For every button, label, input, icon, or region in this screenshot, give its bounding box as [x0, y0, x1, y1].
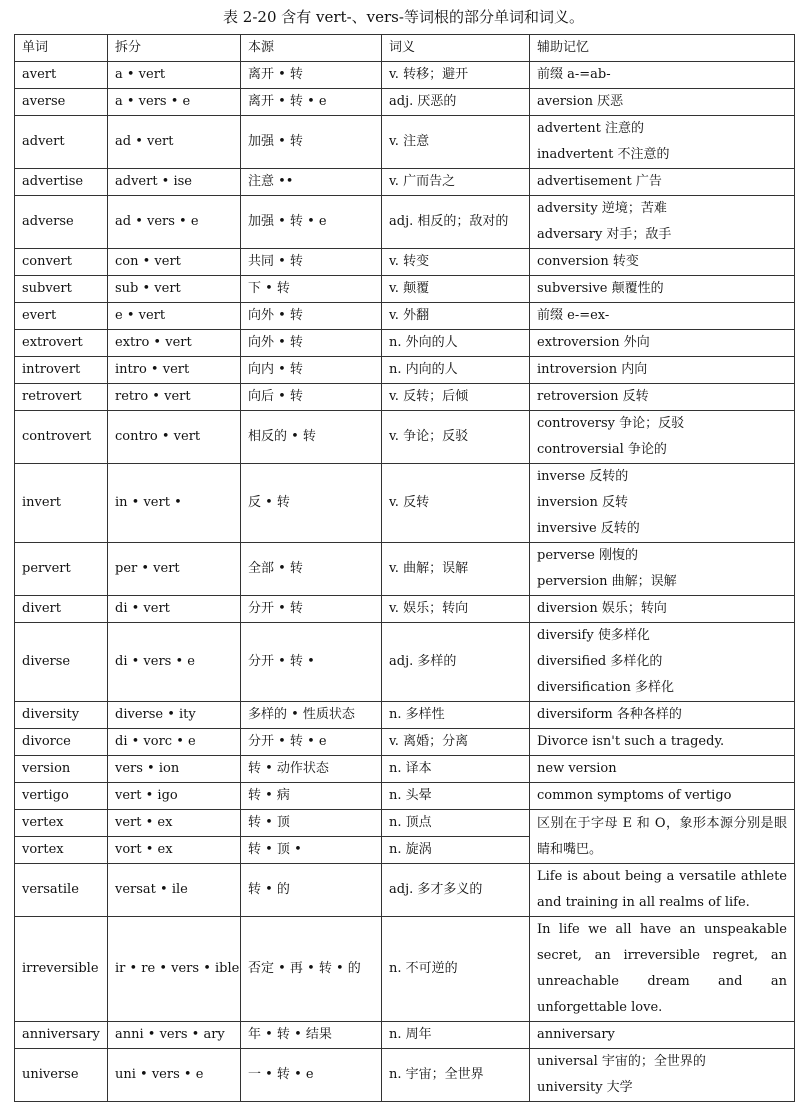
cell-word: diversity	[15, 702, 108, 729]
cell-parts: versat • ile	[108, 864, 241, 917]
cell-memory	[530, 1022, 795, 1049]
header-memory: 辅助记忆	[530, 35, 795, 62]
memory-line: introversion 内向	[537, 362, 648, 377]
cell-meaning: v. 曲解；误解	[382, 543, 530, 596]
cell-word: controvert	[15, 411, 108, 464]
cell-origin: 分开 • 转 • e	[241, 729, 382, 756]
table-row	[15, 543, 795, 596]
cell-origin: 加强 • 转	[241, 116, 382, 169]
cell-word: advert	[15, 116, 108, 169]
cell-meaning: v. 反转	[382, 464, 530, 543]
cell-meaning: v. 颠覆	[382, 276, 530, 303]
memory-line: inverse 反转的	[537, 469, 629, 484]
cell-meaning: v. 争论；反驳	[382, 411, 530, 464]
memory-line: aversion 厌恶	[537, 94, 624, 109]
cell-parts: a • vert	[108, 62, 241, 89]
table-caption: 表 2-20 含有 vert-、vers-等词根的部分单词和词义。	[223, 8, 584, 26]
memory-line: inadvertent 不注意的	[537, 147, 670, 162]
cell-memory	[530, 330, 795, 357]
cell-origin: 离开 • 转 • e	[241, 89, 382, 116]
header-origin: 本源	[241, 35, 382, 62]
table-row	[15, 169, 795, 196]
table-row	[15, 196, 795, 249]
cell-origin: 相反的 • 转	[241, 411, 382, 464]
memory-line: diversion 娱乐；转向	[537, 601, 667, 616]
table-row	[15, 116, 795, 169]
table-row	[15, 1049, 795, 1102]
cell-meaning: v. 转变	[382, 249, 530, 276]
cell-memory	[530, 464, 795, 543]
cell-memory	[530, 357, 795, 384]
memory-line: university 大学	[537, 1080, 633, 1095]
cell-parts: ad • vert	[108, 116, 241, 169]
cell-meaning: v. 反转；后倾	[382, 384, 530, 411]
cell-memory	[530, 756, 795, 783]
cell-parts: intro • vert	[108, 357, 241, 384]
cell-parts: di • vert	[108, 596, 241, 623]
cell-memory: 区别在于字母 E 和 O，象形本源分别是眼睛和嘴巴。	[530, 810, 795, 864]
cell-memory	[530, 62, 795, 89]
memory-line: anniversary	[537, 1027, 615, 1042]
cell-origin: 反 • 转	[241, 464, 382, 543]
memory-line: 前缀 a-=ab-	[537, 67, 611, 82]
memory-line: inversive 反转的	[537, 521, 640, 536]
cell-word: extrovert	[15, 330, 108, 357]
memory-line: new version	[537, 761, 617, 776]
cell-memory: Life is about being a versatile athlete and training in all realms of life.	[530, 864, 795, 917]
cell-meaning: n. 周年	[382, 1022, 530, 1049]
cell-origin: 向后 • 转	[241, 384, 382, 411]
cell-word: averse	[15, 89, 108, 116]
cell-meaning: n. 顶点	[382, 810, 530, 837]
cell-origin: 加强 • 转 • e	[241, 196, 382, 249]
cell-word: retrovert	[15, 384, 108, 411]
table-row	[15, 596, 795, 623]
cell-origin: 分开 • 转 •	[241, 623, 382, 702]
cell-memory: In life we all have an unspeakable secret, an irreversible regret, an unreachable dream and an unforgettable love.	[530, 917, 795, 1022]
memory-line: controversial 争论的	[537, 442, 667, 457]
cell-memory	[530, 543, 795, 596]
cell-word: advertise	[15, 169, 108, 196]
cell-meaning: v. 外翻	[382, 303, 530, 330]
cell-parts: di • vers • e	[108, 623, 241, 702]
cell-memory	[530, 196, 795, 249]
cell-memory	[530, 303, 795, 330]
cell-parts: per • vert	[108, 543, 241, 596]
memory-line: perverse 刚愎的	[537, 548, 638, 563]
table-row	[15, 303, 795, 330]
table-row	[15, 249, 795, 276]
memory-line: diversiform 各种各样的	[537, 707, 682, 722]
cell-parts: contro • vert	[108, 411, 241, 464]
cell-word: pervert	[15, 543, 108, 596]
cell-parts: sub • vert	[108, 276, 241, 303]
cell-parts: uni • vers • e	[108, 1049, 241, 1102]
table-row	[15, 464, 795, 543]
cell-origin: 分开 • 转	[241, 596, 382, 623]
cell-word: invert	[15, 464, 108, 543]
cell-origin: 年 • 转 • 结果	[241, 1022, 382, 1049]
cell-word: version	[15, 756, 108, 783]
memory-line: diversify 使多样化	[537, 628, 650, 643]
cell-memory	[530, 783, 795, 810]
table-header-row	[15, 35, 795, 62]
memory-line: advertisement 广告	[537, 174, 662, 189]
cell-parts: anni • vers • ary	[108, 1022, 241, 1049]
table-row	[15, 864, 795, 917]
cell-memory	[530, 384, 795, 411]
memory-line: subversive 颠覆性的	[537, 281, 664, 296]
cell-word: subvert	[15, 276, 108, 303]
cell-word: divorce	[15, 729, 108, 756]
cell-meaning: n. 内向的人	[382, 357, 530, 384]
table-row	[15, 276, 795, 303]
memory-line: diversification 多样化	[537, 680, 674, 695]
cell-word: irreversible	[15, 917, 108, 1022]
cell-origin: 向外 • 转	[241, 330, 382, 357]
cell-meaning: n. 头晕	[382, 783, 530, 810]
memory-line: perversion 曲解；误解	[537, 574, 677, 589]
cell-parts: vert • ex	[108, 810, 241, 837]
cell-meaning: n. 旋涡	[382, 837, 530, 864]
cell-word: versatile	[15, 864, 108, 917]
cell-origin: 多样的 • 性质状态	[241, 702, 382, 729]
cell-origin: 向内 • 转	[241, 357, 382, 384]
cell-memory	[530, 702, 795, 729]
memory-line: advertent 注意的	[537, 121, 644, 136]
table-row	[15, 917, 795, 1022]
cell-parts: a • vers • e	[108, 89, 241, 116]
memory-line: retroversion 反转	[537, 389, 649, 404]
table-row	[15, 702, 795, 729]
table-row	[15, 384, 795, 411]
memory-line: extroversion 外向	[537, 335, 650, 350]
cell-origin: 共同 • 转	[241, 249, 382, 276]
cell-parts: e • vert	[108, 303, 241, 330]
cell-word: convert	[15, 249, 108, 276]
cell-meaning: v. 广而告之	[382, 169, 530, 196]
cell-word: avert	[15, 62, 108, 89]
table-row	[15, 411, 795, 464]
cell-word: vertex	[15, 810, 108, 837]
cell-meaning: n. 多样性	[382, 702, 530, 729]
cell-word: vortex	[15, 837, 108, 864]
cell-origin: 离开 • 转	[241, 62, 382, 89]
cell-meaning: adj. 多样的	[382, 623, 530, 702]
cell-word: vertigo	[15, 783, 108, 810]
cell-meaning: adj. 厌恶的	[382, 89, 530, 116]
memory-line: adversity 逆境；苦难	[537, 201, 667, 216]
cell-word: divert	[15, 596, 108, 623]
memory-line: universal 宇宙的；全世界的	[537, 1054, 706, 1069]
cell-origin: 转 • 动作状态	[241, 756, 382, 783]
cell-meaning: n. 宇宙；全世界	[382, 1049, 530, 1102]
vocabulary-table	[14, 34, 795, 1102]
table-row	[15, 623, 795, 702]
cell-origin: 注意 ••	[241, 169, 382, 196]
memory-line: diversified 多样化的	[537, 654, 663, 669]
cell-origin: 下 • 转	[241, 276, 382, 303]
cell-origin: 转 • 顶	[241, 810, 382, 837]
cell-parts: extro • vert	[108, 330, 241, 357]
cell-memory	[530, 89, 795, 116]
cell-word: anniversary	[15, 1022, 108, 1049]
table-row	[15, 62, 795, 89]
cell-origin: 转 • 病	[241, 783, 382, 810]
table-row	[15, 729, 795, 756]
cell-word: diverse	[15, 623, 108, 702]
cell-meaning: v. 娱乐；转向	[382, 596, 530, 623]
cell-meaning: v. 离婚；分离	[382, 729, 530, 756]
cell-parts: advert • ise	[108, 169, 241, 196]
cell-memory	[530, 276, 795, 303]
cell-meaning: n. 不可逆的	[382, 917, 530, 1022]
cell-origin: 转 • 的	[241, 864, 382, 917]
cell-memory	[530, 623, 795, 702]
header-word: 单词	[15, 35, 108, 62]
cell-parts: ad • vers • e	[108, 196, 241, 249]
table-row	[15, 89, 795, 116]
cell-memory	[530, 1049, 795, 1102]
cell-word: introvert	[15, 357, 108, 384]
cell-memory	[530, 116, 795, 169]
header-meaning: 词义	[382, 35, 530, 62]
table-row	[15, 756, 795, 783]
memory-line: 前缀 e-=ex-	[537, 308, 610, 323]
table-row	[15, 1022, 795, 1049]
cell-parts: in • vert •	[108, 464, 241, 543]
header-parts: 拆分	[108, 35, 241, 62]
cell-parts: con • vert	[108, 249, 241, 276]
cell-word: evert	[15, 303, 108, 330]
cell-meaning: n. 译本	[382, 756, 530, 783]
cell-memory	[530, 411, 795, 464]
memory-line: Divorce isn't such a tragedy.	[537, 734, 725, 749]
cell-meaning: v. 注意	[382, 116, 530, 169]
cell-memory	[530, 169, 795, 196]
table-row	[15, 357, 795, 384]
memory-line: inversion 反转	[537, 495, 628, 510]
table-row	[15, 783, 795, 810]
cell-parts: diverse • ity	[108, 702, 241, 729]
cell-origin: 否定 • 再 • 转 • 的	[241, 917, 382, 1022]
cell-parts: retro • vert	[108, 384, 241, 411]
cell-memory	[530, 249, 795, 276]
cell-memory	[530, 729, 795, 756]
cell-meaning: adj. 多才多义的	[382, 864, 530, 917]
cell-parts: vort • ex	[108, 837, 241, 864]
cell-meaning: v. 转移；避开	[382, 62, 530, 89]
memory-line: common symptoms of vertigo	[537, 788, 732, 803]
cell-word: adverse	[15, 196, 108, 249]
cell-word: universe	[15, 1049, 108, 1102]
cell-meaning: adj. 相反的；敌对的	[382, 196, 530, 249]
memory-line: adversary 对手；敌手	[537, 227, 672, 242]
cell-origin: 一 • 转 • e	[241, 1049, 382, 1102]
memory-line: conversion 转变	[537, 254, 639, 269]
cell-parts: vert • igo	[108, 783, 241, 810]
table-row	[15, 330, 795, 357]
cell-parts: vers • ion	[108, 756, 241, 783]
cell-meaning: n. 外向的人	[382, 330, 530, 357]
cell-parts: di • vorc • e	[108, 729, 241, 756]
cell-memory	[530, 596, 795, 623]
cell-origin: 全部 • 转	[241, 543, 382, 596]
table-row	[15, 810, 795, 837]
cell-parts: ir • re • vers • ible	[108, 917, 241, 1022]
memory-line: controversy 争论；反驳	[537, 416, 685, 431]
cell-origin: 转 • 顶 •	[241, 837, 382, 864]
cell-origin: 向外 • 转	[241, 303, 382, 330]
